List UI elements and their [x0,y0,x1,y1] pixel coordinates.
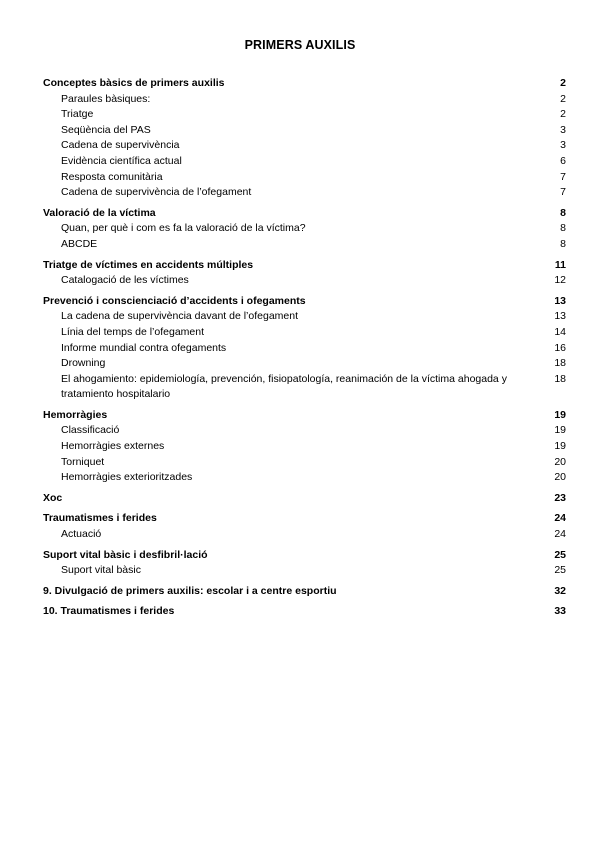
toc-entry-title: El ahogamiento: epidemiología, prevención, fisiopatología, reanimación de la víctima ahogada y tratamiento hospitalario [61,372,507,401]
toc-entry-title: Suport vital bàsic [61,564,141,577]
toc-page-number: 13 [554,310,566,323]
toc-entry[interactable] [43,563,566,579]
toc-entry-title: Triatge [61,108,94,121]
toc-section-title: Traumatismes i ferides [43,512,157,525]
toc-entry[interactable] [43,309,566,325]
toc-section-title: Xoc [43,491,63,504]
toc-section-title: Suport vital bàsic i desfibril·lació [43,548,208,561]
toc-page-number: 7 [560,170,566,183]
toc-entry-title: Seqüència del PAS [61,123,151,136]
toc-entry[interactable] [43,341,566,357]
toc-entry[interactable] [43,92,566,108]
toc-entry[interactable] [43,221,566,237]
toc-section [43,548,566,579]
toc-entry[interactable] [43,372,566,403]
toc-entry-title: Actuació [61,528,102,541]
toc-page-number: 20 [554,471,566,484]
toc-page-number: 13 [554,294,566,307]
toc-entry[interactable] [43,470,566,486]
toc-page-number: 14 [554,325,566,338]
toc-entry-title: Línia del temps de l’ofegament [61,325,205,338]
toc-section-title: 10. Traumatismes i ferides [43,605,175,618]
toc-page-number: 8 [560,206,566,219]
toc-page-number: 8 [560,237,566,250]
toc-page-number: 19 [554,424,566,437]
toc-section-heading[interactable] [43,604,566,620]
toc-page-number: 3 [560,139,566,152]
toc-page-number: 25 [554,548,566,561]
toc-entry-title: Resposta comunitària [61,170,163,183]
toc-section [43,258,566,289]
toc-page-number: 33 [554,605,566,618]
toc-page-number: 16 [554,341,566,354]
toc-entry-title: Catalogació de les víctimes [61,274,189,287]
toc-page-number: 18 [554,357,566,370]
toc-entry-title: Cadena de supervivència [61,139,180,152]
toc-section [43,491,566,507]
toc-section [43,584,566,600]
toc-entry[interactable] [43,423,566,439]
toc-entry[interactable] [43,439,566,455]
toc-page-number: 19 [554,408,566,421]
toc-page-number: 2 [560,77,566,89]
toc-section [43,294,566,403]
toc-section-title: Conceptes bàsics de primers auxilis [43,77,225,89]
toc-page-number: 7 [560,186,566,199]
toc-entry-title: La cadena de supervivència davant de l’ofegament [61,310,298,323]
toc-entry[interactable] [43,170,566,186]
toc-entry-title: Torniquet [61,455,105,468]
toc-entry-title: Classificació [61,424,120,437]
toc-section-heading[interactable] [43,258,566,274]
document-title: PRIMERS AUXILIS [244,38,356,52]
toc-entry-title: Evidència científica actual [61,154,182,167]
table-of-contents [43,76,566,625]
toc-entry[interactable] [43,138,566,154]
toc-section-heading[interactable] [43,76,566,92]
toc-entry[interactable] [43,527,566,543]
toc-entry[interactable] [43,273,566,289]
toc-entry[interactable] [43,107,566,123]
toc-section-title: 9. Divulgació de primers auxilis: escolar i a centre esportiu [43,584,337,597]
toc-entry-title: Hemorràgies externes [61,440,165,453]
toc-section-title: Hemorràgies [43,408,108,421]
toc-section-heading[interactable] [43,511,566,527]
toc-section [43,76,566,201]
toc-entry[interactable] [43,356,566,372]
toc-page-number: 6 [560,154,566,167]
toc-section-heading[interactable] [43,548,566,564]
toc-page-number: 11 [554,258,566,271]
toc-section [43,604,566,620]
toc-entry[interactable] [43,455,566,471]
toc-page-number: 18 [554,372,566,385]
toc-section-heading[interactable] [43,408,566,424]
toc-page-number: 23 [554,491,566,504]
toc-page-number: 2 [560,108,566,121]
toc-entry-title: ABCDE [61,237,98,250]
toc-entry-title: Paraules bàsiques: [61,92,151,105]
toc-section-heading[interactable] [43,294,566,310]
toc-entry-title: Cadena de supervivència de l’ofegament [61,186,252,199]
toc-page-number: 24 [554,512,566,525]
toc-page-number: 3 [560,123,566,136]
toc-entry-title: Hemorràgies exterioritzades [61,471,193,484]
toc-entry-title: Quan, per què i com es fa la valoració de la víctima? [61,222,306,235]
toc-entry[interactable] [43,123,566,139]
toc-section-title: Valoració de la víctima [43,206,156,219]
toc-entry[interactable] [43,154,566,170]
toc-page-number: 32 [554,584,566,597]
toc-page-number: 8 [560,222,566,235]
toc-entry-title: Drowning [61,357,106,370]
toc-page-number: 25 [554,564,566,577]
toc-section [43,511,566,542]
toc-page-number: 19 [554,440,566,453]
toc-section [43,408,566,486]
toc-page-number: 20 [554,455,566,468]
toc-section-title: Triatge de víctimes en accidents múltiples [43,258,254,271]
toc-section-heading[interactable] [43,584,566,600]
toc-section-heading[interactable] [43,206,566,222]
toc-page-number: 24 [554,528,566,541]
toc-entry-title: Informe mundial contra ofegaments [61,341,227,354]
toc-page-number: 2 [560,92,566,105]
toc-section-heading[interactable] [43,491,566,507]
toc-entry[interactable] [43,185,566,201]
toc-section-title: Prevenció i conscienciació d’accidents i ofegaments [43,294,306,307]
toc-page-number: 12 [554,274,566,287]
toc-entry[interactable] [43,237,566,253]
toc-entry[interactable] [43,325,566,341]
toc-section [43,206,566,253]
